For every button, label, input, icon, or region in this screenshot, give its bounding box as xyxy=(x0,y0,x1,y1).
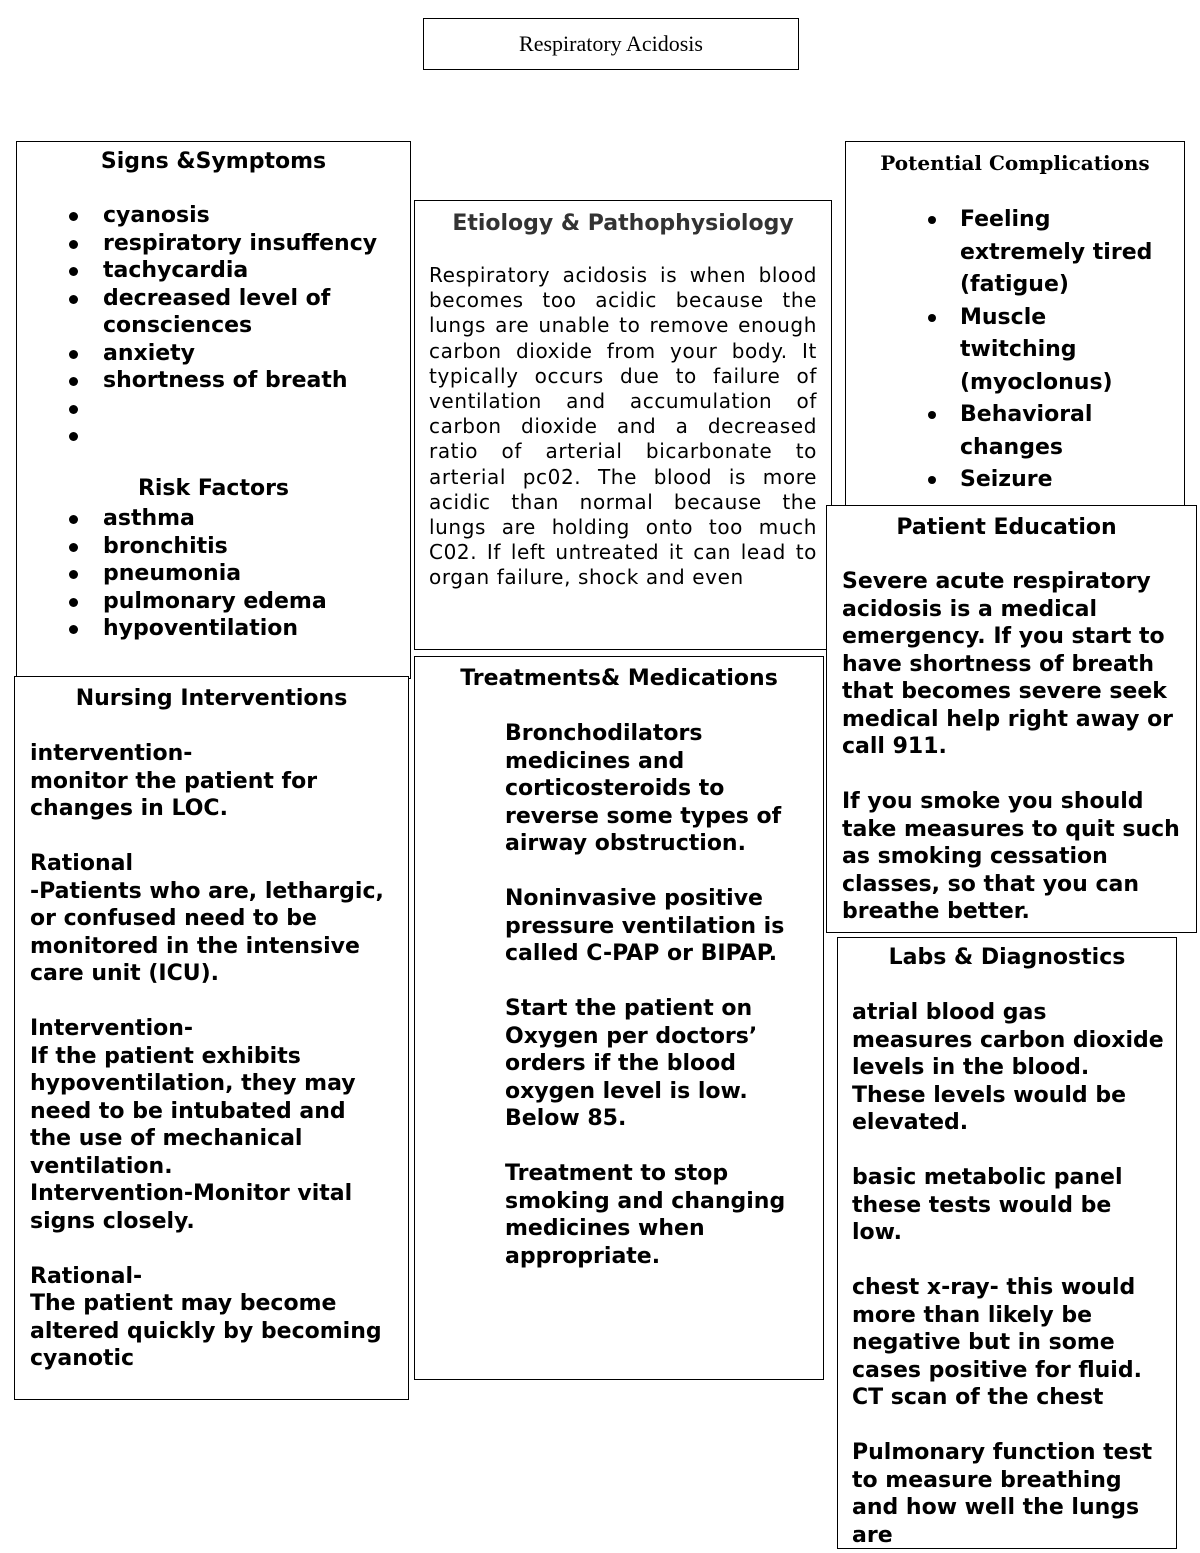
list-item xyxy=(17,422,410,449)
risk-heading: Risk Factors xyxy=(137,476,290,501)
list-item: Behavioral changes xyxy=(846,399,1130,464)
title-box xyxy=(423,18,799,70)
list-item: Muscle twitching (myoclonus) xyxy=(846,302,1140,400)
bullet-icon xyxy=(69,405,78,414)
list-item: pneumonia xyxy=(17,560,410,588)
education-body: Severe acute respiratory acidosis is a medical emergency. If you start to have shortness of breath that becomes severe seek medical help right away or call 911. If you smoke you should take measures to quit such as smoking cessation classes, so that you can breathe better. xyxy=(842,569,1180,924)
list-item: anxiety xyxy=(17,340,410,368)
bullet-icon xyxy=(69,432,78,441)
complications-box xyxy=(845,141,1185,506)
bullet-icon xyxy=(69,625,78,634)
list-item: cyanosis xyxy=(17,202,410,230)
labs-heading: Labs & Diagnostics xyxy=(888,945,1126,970)
list-item: shortness of breath xyxy=(17,367,410,395)
etiology-box xyxy=(414,200,832,650)
list-item: tachycardia xyxy=(17,257,410,285)
list-item: Feeling extremely tired (fatigue) xyxy=(846,204,1170,302)
labs-body: atrial blood gas measures carbon dioxide levels in the blood. These levels would be elevated. basic metabolic panel these tests would be low. chest x-ray- this would more than likely be negative but in some cases positive for fluid. CT scan of the chest Pulmonary function test to measure breathing and how well the lungs are xyxy=(852,1000,1164,1548)
bullet-icon xyxy=(69,598,78,607)
bullet-icon xyxy=(928,216,936,224)
list-item: pulmonary edema xyxy=(17,588,410,616)
list-item: hypoventilation xyxy=(17,615,410,643)
risk-list xyxy=(17,505,410,643)
nursing-body: intervention- monitor the patient for changes in LOC. Rational -Patients who are, lethargic, or confused need to be monitored in the intensive care unit (ICU). Intervention- If the patient exhibits hypoventilation, they may need to be intubated and the use of mechanical ventilation. Intervention-Monitor vital signs closely. Rational- The patient may become altered quickly by becoming cyanotic xyxy=(30,741,384,1371)
nursing-heading: Nursing Interventions xyxy=(75,686,348,711)
etiology-body: Respiratory acidosis is when blood becomes too acidic because the lungs are unable to remove enough carbon dioxide from your body. It typically occurs due to failure of ventilation and accumulation of carbon dioxide and a decreased ratio of arterial bicarbonate to arterial pc02. The blood is more acidic than normal because the lungs are holding onto too much C02. If left untreated it can lead to organ failure, shock and even xyxy=(429,263,817,590)
bullet-icon xyxy=(928,314,936,322)
bullet-icon xyxy=(69,350,78,359)
etiology-heading: Etiology & Pathophysiology xyxy=(452,211,794,236)
list-item: Seizure xyxy=(846,464,1184,497)
bullet-icon xyxy=(69,377,78,386)
bullet-icon xyxy=(69,295,78,304)
list-item xyxy=(17,395,410,422)
bullet-icon xyxy=(69,240,78,249)
page-title: Respiratory Acidosis xyxy=(519,31,703,56)
labs-diagnostics-box xyxy=(837,937,1177,1549)
bullet-icon xyxy=(69,570,78,579)
treatments-box xyxy=(414,656,824,1380)
complications-list xyxy=(846,204,1184,497)
risk-factors-box xyxy=(16,467,411,679)
complications-heading: Potential Complications xyxy=(880,151,1150,175)
bullet-icon xyxy=(69,212,78,221)
bullet-icon xyxy=(69,515,78,524)
bullet-icon xyxy=(69,267,78,276)
treatments-heading: Treatments& Medications xyxy=(460,666,778,691)
list-item: bronchitis xyxy=(17,533,410,561)
education-heading: Patient Education xyxy=(896,515,1117,540)
list-item: asthma xyxy=(17,505,410,533)
signs-heading: Signs &Symptoms xyxy=(100,149,327,174)
bullet-icon xyxy=(928,411,936,419)
nursing-interventions-box xyxy=(14,676,409,1400)
treatments-body: Bronchodilators medicines and corticosteroids to reverse some types of airway obstruction. Noninvasive positive pressure ventilation is called C-PAP or BIPAP. Start the patient on Oxygen per doctors’ orders if the blood oxygen level is low. Below 85. Treatment to stop smoking and changing medicines when appropriate. xyxy=(505,721,786,1269)
patient-education-box xyxy=(826,505,1197,933)
list-item: respiratory insuffency xyxy=(17,230,410,258)
signs-symptoms-box xyxy=(16,141,411,470)
list-item: decreased level of consciences xyxy=(17,285,353,340)
signs-list xyxy=(17,202,410,449)
bullet-icon xyxy=(69,543,78,552)
bullet-icon xyxy=(928,476,936,484)
